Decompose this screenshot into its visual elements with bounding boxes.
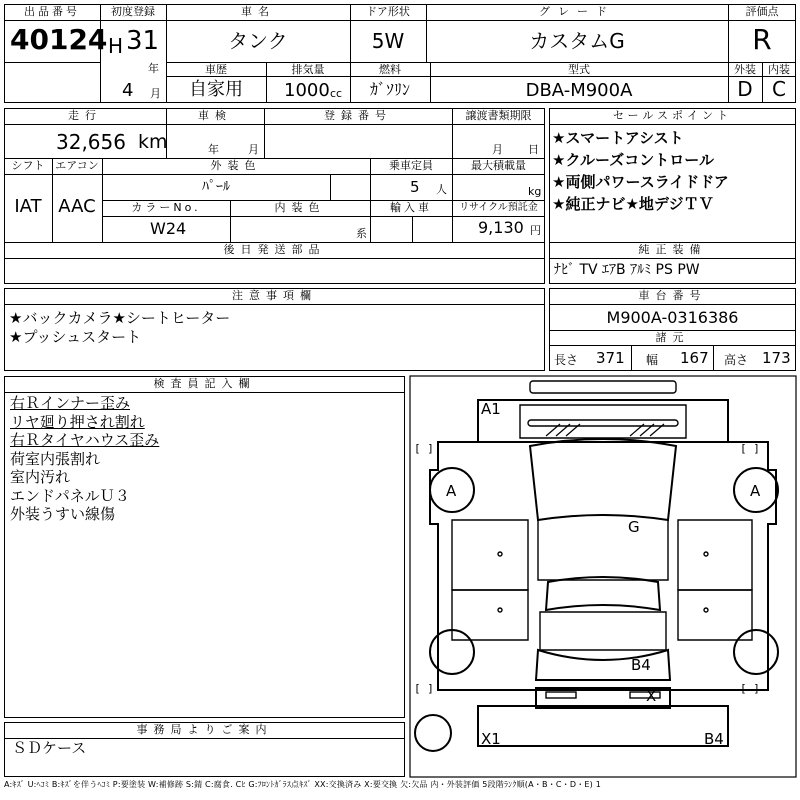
damage-mark: X: [646, 687, 657, 705]
notes-line: ★バックカメラ★シートヒーター: [9, 309, 231, 327]
displacement: 1000: [284, 80, 330, 101]
car-name: タンク: [228, 29, 288, 53]
history-label: 車歴: [205, 63, 227, 76]
score-label: 評価点: [745, 5, 779, 18]
width: 167: [680, 349, 709, 367]
first-reg-label: 初度登録: [111, 5, 155, 18]
exterior-label: 外装: [734, 63, 756, 76]
bracket-marker: [ ]: [414, 682, 434, 695]
height-label: 高さ: [724, 353, 749, 367]
mileage: 32,656: [56, 130, 126, 154]
reg-no-label: 登録番号: [324, 109, 392, 122]
inspector-label: 検査員記入欄: [153, 377, 256, 390]
sales-item: ★両側パワースライドドア: [552, 173, 729, 191]
capacity: 5: [410, 178, 420, 196]
grade: カスタムG: [529, 29, 625, 53]
bracket-marker: [ ]: [414, 442, 434, 455]
fuel: ｶﾞｿﾘﾝ: [369, 80, 410, 99]
fuel-label: 燃料: [379, 63, 401, 76]
inspector-note-line: 右Ｒタイヤハウス歪み: [10, 431, 160, 449]
width-label: 幅: [646, 353, 659, 367]
office-label: 事務局よりご案内: [136, 723, 273, 736]
inspection-label: 車検: [198, 109, 232, 122]
recycle-label: リサイクル預託金: [459, 202, 538, 213]
load-label: 最大積載量: [471, 159, 526, 172]
color-no: W24: [150, 219, 187, 238]
reg-year: 31: [126, 26, 160, 56]
sales-label: セールスポイント: [612, 109, 732, 122]
notes-label: 注意事項欄: [232, 289, 317, 302]
shift-label: シフト: [11, 159, 45, 172]
insp-month-unit: 月: [248, 143, 259, 156]
int-color-label: 内装色: [274, 201, 326, 214]
legend-footer: A:ｷｽﾞ U:ﾍｺﾐ B:ｷｽﾞを伴うﾍｺﾐ P:要塗装 W:補修跡 S:錆 C:腐食. Cﾋ G:ﾌﾛﾝﾄｶﾞﾗｽ点ｷｽﾞ XX:交換済み X:要交換 欠:欠品 内・外装評価 5段階ﾗﾝｸ順(A・B・C・D・E) 1: [4, 780, 602, 789]
office-text: ＳＤケース: [12, 739, 87, 757]
insp-year-unit: 年: [208, 143, 219, 156]
ac: AAC: [58, 196, 96, 217]
door-label: ドア形状: [366, 5, 410, 18]
damage-mark: A: [750, 482, 761, 500]
import-label: 輸入車: [390, 201, 432, 214]
inspector-note-line: 右Ｒインナー歪み: [10, 394, 131, 412]
spec-label: 諸元: [655, 331, 690, 344]
inspector-note-line: エンドパネルＵ３: [10, 486, 130, 505]
mileage-unit: km: [138, 131, 168, 153]
lot-number: 40124: [10, 23, 108, 56]
ext-color-label: 外装色: [210, 159, 262, 172]
inspector-note-line: 室内汚れ: [10, 468, 71, 486]
damage-mark: B4: [704, 730, 724, 748]
bracket-marker: [ ]: [740, 442, 760, 455]
damage-mark: A1: [481, 400, 501, 418]
shift: IAT: [14, 196, 42, 217]
model-label: 型式: [568, 63, 590, 76]
year-unit: 年: [148, 62, 159, 75]
sales-item: ★クルーズコントロール: [552, 151, 714, 169]
damage-mark: A: [446, 482, 457, 500]
interior-score: C: [772, 77, 786, 101]
notes-line: ★プッシュスタート: [9, 328, 142, 346]
equipment-label: 純正装備: [638, 243, 707, 256]
bracket-marker: [ ]: [740, 682, 760, 695]
damage-mark: X1: [481, 730, 501, 748]
later-parts-label: 後日発送部品: [223, 243, 326, 256]
recycle-unit: 円: [530, 224, 541, 237]
model: DBA-M900A: [525, 80, 633, 101]
transfer-month-unit: 月: [492, 143, 503, 156]
height: 173: [762, 349, 791, 367]
sales-item: ★スマートアシスト: [552, 129, 684, 147]
transfer-day-unit: 日: [528, 143, 539, 156]
exterior-score: D: [737, 77, 753, 101]
month-unit: 月: [150, 87, 161, 100]
mileage-label: 走行: [68, 109, 102, 122]
color-no-label: カラーNo.: [131, 201, 201, 214]
inspector-note-line: リヤ廻り押され割れ: [10, 412, 145, 431]
capacity-label: 乗車定員: [389, 159, 433, 172]
chassis-label: 車台番号: [638, 289, 707, 302]
history: 自家用: [189, 79, 243, 100]
ac-label: エアコン: [55, 159, 99, 172]
displacement-label: 排気量: [291, 63, 325, 76]
grade-label: グレード: [539, 5, 615, 18]
recycle-amount: 9,130: [478, 218, 524, 237]
length-label: 長さ: [554, 353, 579, 367]
damage-mark: B4: [631, 656, 651, 674]
car-name-label: 車名: [241, 5, 275, 18]
damage-mark: G: [628, 518, 640, 536]
overall-score: R: [752, 23, 772, 56]
displacement-unit: cc: [330, 87, 343, 100]
door-type: 5W: [371, 29, 405, 53]
ext-color: ﾊﾟｰﾙ: [202, 179, 230, 195]
equipment: ﾅﾋﾞ TV ｴｱB ｱﾙﾐ PS PW: [554, 262, 700, 278]
interior-label: 内装: [768, 63, 790, 76]
inspector-note-line: 荷室内張割れ: [10, 449, 101, 468]
length: 371: [596, 349, 625, 367]
sales-item: ★純正ナビ★地デジＴＶ: [552, 195, 714, 213]
load-unit: kg: [528, 185, 542, 198]
lot-label: 出品番号: [24, 5, 80, 18]
int-color-unit: 系: [356, 227, 367, 240]
inspector-note-line: 外装うすい線傷: [10, 505, 116, 523]
era: H: [108, 34, 124, 58]
transfer-label: 譲渡書類期限: [465, 109, 532, 122]
reg-month: 4: [122, 80, 134, 101]
chassis-number: M900A-0316386: [606, 308, 739, 327]
capacity-unit: 人: [436, 183, 447, 196]
